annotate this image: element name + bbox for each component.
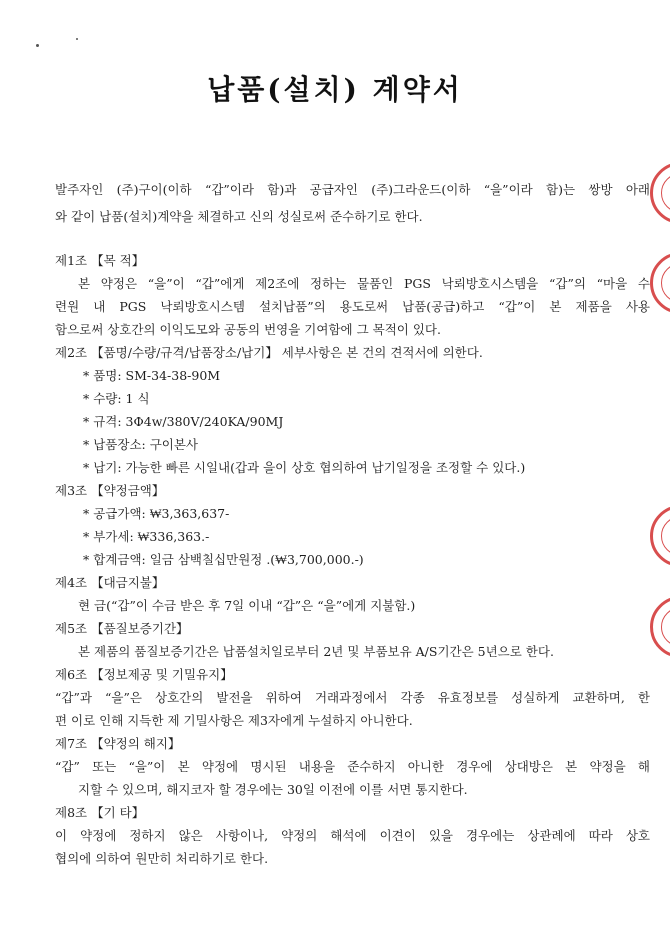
article-7-line-2: 지할 수 있으며, 해지코자 할 경우에는 30일 이전에 이를 서면 통지한다. [78,782,468,797]
scan-speck [76,38,78,40]
article-7-heading: 제7조 【약정의 해지】 [55,736,181,751]
article-2-item: * 품명: SM-34-38-90M [83,368,221,383]
red-seal-stamp [650,252,670,314]
article-2-item: * 규격: 3Φ4w/380V/240KA/90MJ [83,414,284,429]
article-4-heading: 제4조 【대금지불】 [55,575,165,590]
article-3-item: * 부가세: ₩336,363.- [83,529,210,544]
article-7-line-1: “갑” 또는 “을”이 본 약정에 명시된 내용을 준수하지 아니한 경우에 상대방은 본 약정을 해 [55,759,650,774]
article-2-item: * 수량: 1 식 [83,391,150,406]
article-6-heading: 제6조 【정보제공 및 기밀유지】 [55,667,233,682]
article-6-line-1: “갑”과 “을”은 상호간의 발전을 위하여 거래과정에서 각종 유효정보를 성실하게 교환하며, 한 [55,690,650,705]
article-1-line-3: 함으로써 상호간의 이익도모와 공동의 번영을 기여함에 그 목적이 있다. [55,322,441,337]
red-seal-stamp [650,596,670,658]
article-4-line-1: 현 금(“갑”이 수금 받은 후 7일 이내 “갑”은 “을”에게 지불함.) [78,598,416,613]
article-2-heading: 제2조 【품명/수량/규격/납품장소/납기】 세부사항은 본 건의 견적서에 의한다. [55,345,483,360]
article-8-line-1: 이 약정에 정하지 않은 사항이나, 약정의 해석에 이견이 있을 경우에는 상관례에 따라 상호 [55,828,650,843]
article-1-heading: 제1조 【목 적】 [55,253,145,268]
document-title: 납품(설치) 계약서 [207,73,463,106]
article-3-item: * 공급가액: ₩3,363,637- [83,506,230,521]
article-1-line-2: 련원 내 PGS 낙뢰방호시스템 설치납품”의 용도로써 납품(공급)하고 “갑”이 본 제품을 사용 [55,299,650,314]
article-8-heading: 제8조 【기 타】 [55,805,145,820]
intro-line-1: 발주자인 (주)구이(이하 “갑”이라 함)과 공급자인 (주)그라운드(이하 “을”이라 함)는 쌍방 아래 [55,182,650,197]
intro-line-2: 와 같이 납품(설치)계약을 체결하고 신의 성실로써 준수하기로 한다. [55,209,423,224]
article-5-heading: 제5조 【품질보증기간】 [55,621,189,636]
red-seal-stamp [650,162,670,224]
article-3-item: * 합계금액: 일금 삼백칠십만원정 .(₩3,700,000.-) [83,552,364,567]
article-8-line-2: 협의에 의하여 원만히 처리하기로 한다. [55,851,269,866]
article-2-item: * 납품장소: 구이본사 [83,437,199,452]
article-5-line-1: 본 제품의 품질보증기간은 납품설치일로부터 2년 및 부품보유 A/S기간은 5년으로 한다. [78,644,554,659]
article-1-line-1: 본 약정은 “을”이 “갑”에게 제2조에 정하는 물품인 PGS 낙뢰방호시스템을 “갑”의 “마을 수 [78,276,650,291]
article-6-line-2: 편 이로 인해 지득한 제 기밀사항은 제3자에게 누설하지 아니한다. [55,713,413,728]
scan-speck [36,44,39,47]
article-3-heading: 제3조 【약정금액】 [55,483,165,498]
red-seal-stamp [650,505,670,567]
article-2-item: * 납기: 가능한 빠른 시일내(갑과 을이 상호 협의하여 납기일정을 조정할 수 있다.) [83,460,526,475]
